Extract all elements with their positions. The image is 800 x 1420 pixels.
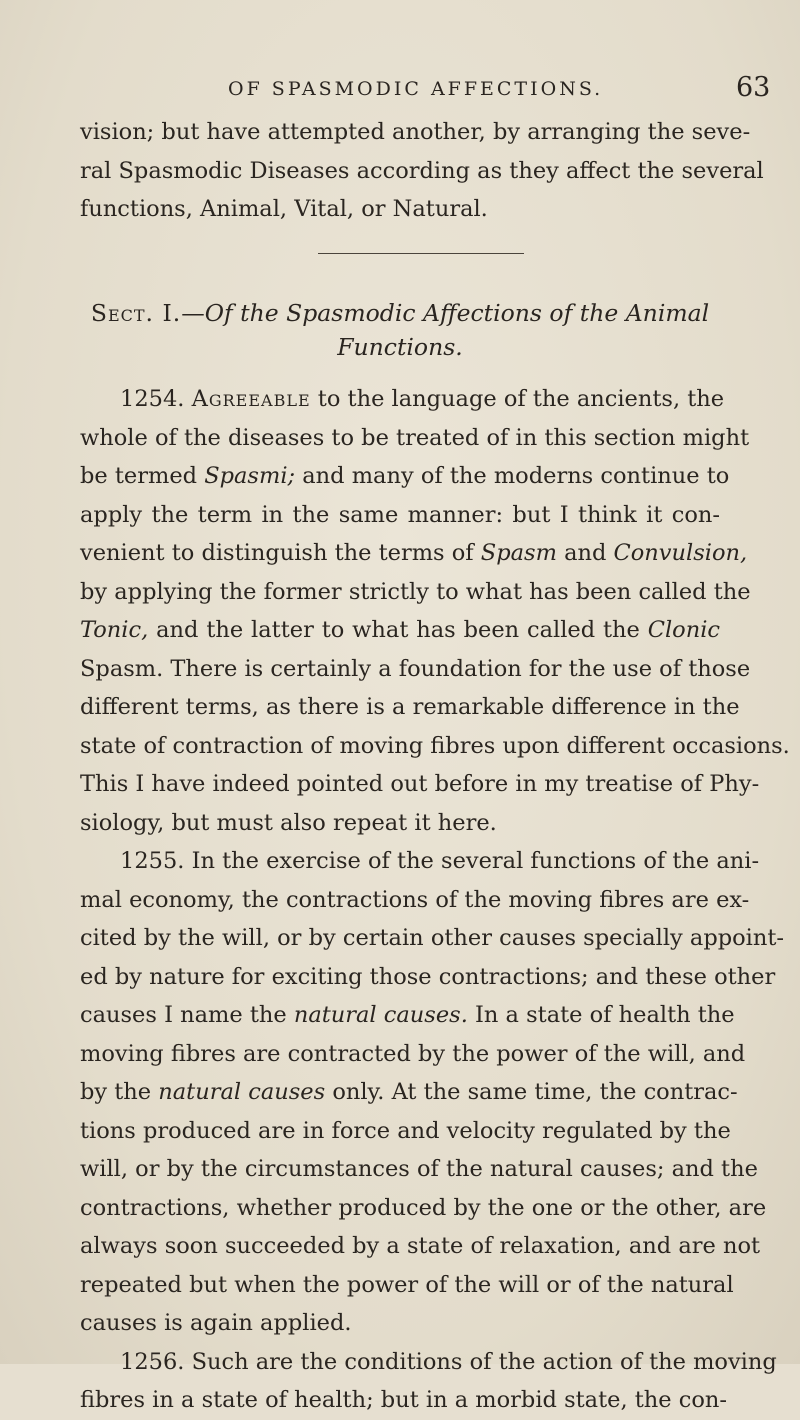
intro-paragraph [80, 113, 764, 229]
text-line [80, 611, 720, 650]
term-natural-causes: natural causes. [293, 1002, 468, 1028]
term-natural-causes: natural causes [158, 1079, 326, 1105]
text-line: This I have indeed pointed out before in my treatise of Phy- [80, 771, 760, 797]
text-line: Spasm. There is certainly a foundation for the use of those [80, 655, 751, 682]
section-divider [318, 253, 524, 254]
text-line: siology, but must also repeat it here. [80, 809, 497, 836]
lead-word: Agreeable [191, 386, 311, 412]
text-run: and [564, 540, 607, 566]
text-line: contractions, whether produced by the one or the other, are [80, 1194, 767, 1221]
text-line [80, 996, 735, 1035]
section-dash: — [181, 299, 205, 327]
term-spasm: Spasm [480, 540, 557, 566]
text-line: moving fibres are contracted by the power of the will, and [80, 1040, 746, 1067]
text-line [80, 534, 748, 573]
text-line: will, or by the circumstances of the natural causes; and the [80, 1156, 758, 1182]
section-heading [80, 296, 720, 364]
paragraph-number: 1255. [120, 848, 185, 874]
section-title: Of the Spasmodic Affections of the Animal Functions. [204, 299, 710, 361]
text-line: causes is again applied. [80, 1310, 352, 1336]
text-run: be termed [80, 463, 198, 489]
text-line: apply the term in the same manner: but I think it con- [80, 501, 720, 528]
term-tonic: Tonic, [80, 617, 149, 643]
text-line: repeated but when the power of the will or of the natural [80, 1271, 734, 1298]
term-clonic: Clonic [647, 617, 721, 643]
paragraph-1256-line [80, 1343, 777, 1382]
term-convulsion: Convulsion, [613, 540, 748, 566]
text-line [80, 1073, 738, 1112]
text-line: always soon succeeded by a state of relaxation, and are not [80, 1233, 761, 1259]
paragraph-number: 1256. [120, 1348, 185, 1375]
page-number: 63 [736, 72, 771, 103]
text-line: mal economy, the contractions of the moving fibres are ex- [80, 886, 750, 913]
paragraph-1254-line [80, 380, 725, 419]
text-line: state of contraction of moving fibres upon different occasions. [80, 732, 790, 759]
text-run: by the [80, 1079, 152, 1105]
text-line: fibres in a state of health; but in a morbid state, the con- [80, 1387, 727, 1413]
text-line [80, 457, 730, 496]
text-line: ed by nature for exciting those contractions; and these other [80, 963, 776, 990]
text-line: tions produced are in force and velocity regulated by the [80, 1117, 731, 1144]
text-run: In a state of health the [475, 1002, 735, 1028]
text-line: ral Spasmodic Diseases according as they affect the several [80, 157, 764, 184]
text-run: venient to distinguish the terms of [80, 540, 474, 566]
text-line: by applying the former strictly to what has been called the [80, 578, 751, 605]
section-label: Sect. I. [90, 299, 182, 327]
text-line: vision; but have attempted another, by arranging the seve- [80, 119, 751, 145]
text-run: to the language of the ancients, the [317, 386, 725, 412]
text-line: functions, Animal, Vital, or Natural. [80, 196, 488, 222]
text-run: Such are the conditions of the action of the moving [191, 1348, 777, 1375]
running-title: OF SPASMODIC AFFECTIONS. [228, 78, 604, 100]
running-head [0, 72, 800, 108]
text-run: causes I name the [80, 1002, 287, 1028]
text-line: cited by the will, or by certain other causes specially appoint- [80, 925, 785, 951]
term-spasmi: Spasmi; [204, 463, 296, 489]
text-line: different terms, as there is a remarkable difference in the [80, 694, 740, 720]
paragraph-number: 1254. [120, 386, 185, 412]
text-line: whole of the diseases to be treated of in this section might [80, 424, 750, 451]
text-run: and the latter to what has been called the [156, 617, 640, 643]
paragraph-1255-line [80, 842, 760, 881]
text-run: and many of the moderns continue to [302, 463, 730, 489]
body-text [80, 380, 790, 1420]
text-run: In the exercise of the several functions of the ani- [191, 848, 760, 874]
text-run: only. At the same time, the contrac- [332, 1079, 738, 1105]
